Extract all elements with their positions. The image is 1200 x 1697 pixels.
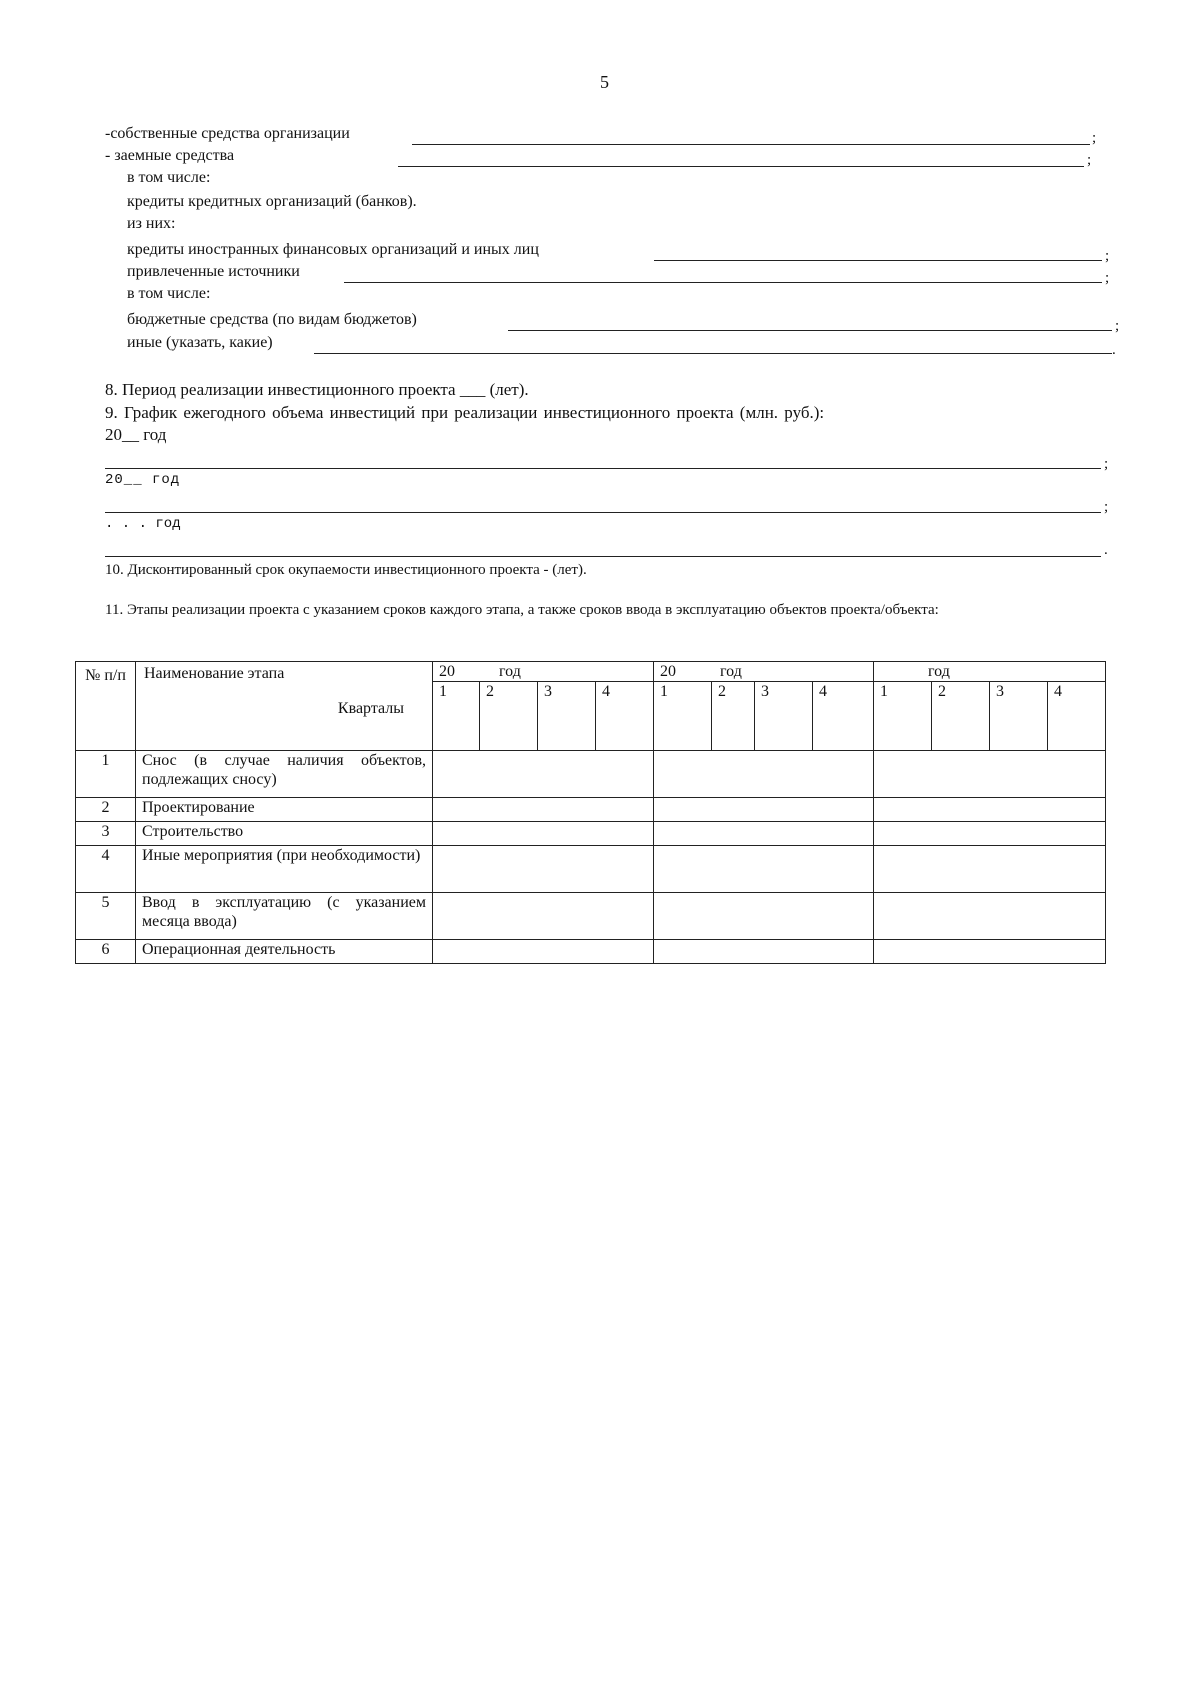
funding-of-them-label: из них: xyxy=(127,215,176,232)
item-8-project-period: 8. Период реализации инвестиционного проекта ___ (лет). xyxy=(105,380,529,399)
y1-quarter-3: 3 xyxy=(538,682,596,751)
col-stage-title: Наименование этапа xyxy=(144,665,285,682)
funding-budget-label: бюджетные средства (по видам бюджетов) xyxy=(127,311,417,328)
y2-quarter-4: 4 xyxy=(813,682,874,751)
row-1-year-3-cell[interactable] xyxy=(874,751,1106,798)
row-5-year-3-cell[interactable] xyxy=(874,893,1106,940)
year-line-3-label: . . . год xyxy=(105,516,181,532)
funding-own-funds-end: ; xyxy=(1092,130,1097,146)
funding-borrowed-field[interactable] xyxy=(398,166,1084,167)
year-line-2-field[interactable] xyxy=(105,512,1101,513)
year-2-header xyxy=(654,662,874,682)
row-4-year-2-cell[interactable] xyxy=(654,846,874,893)
item-11-stages-intro: 11. Этапы реализации проекта с указанием сроков каждого этапа, а также сроков ввода в эксплуатацию объектов проекта/объекта: xyxy=(105,602,939,618)
y1-quarter-1: 1 xyxy=(433,682,480,751)
table-row xyxy=(76,940,1106,964)
y3-quarter-4: 4 xyxy=(1048,682,1106,751)
y3-quarter-3: 3 xyxy=(990,682,1048,751)
funding-other-end: . xyxy=(1112,342,1116,358)
row-4-year-1-cell[interactable] xyxy=(433,846,654,893)
funding-foreign-credits-label: кредиты иностранных финансовых организаций и иных лиц xyxy=(127,241,539,258)
row-3-number: 3 xyxy=(76,822,136,846)
row-4-year-3-cell[interactable] xyxy=(874,846,1106,893)
year-1-header xyxy=(433,662,654,682)
row-2-year-3-cell[interactable] xyxy=(874,798,1106,822)
row-5-stage-name: Ввод в эксплуатацию (с указанием месяца ввода) xyxy=(136,893,433,940)
year-line-1-label: 20__ год xyxy=(105,425,167,444)
year-line-2-label: 20__ год xyxy=(105,472,181,488)
row-1-year-2-cell[interactable] xyxy=(654,751,874,798)
row-2-stage-name: Проектирование xyxy=(136,798,433,822)
funding-own-funds-label: -собственные средства организации xyxy=(105,125,350,142)
y2-quarter-2: 2 xyxy=(712,682,755,751)
item-9-investment-schedule: 9. График ежегодного объема инвестиций при реализации инвестиционного проекта (млн. руб.): xyxy=(105,403,825,422)
row-6-year-1-cell[interactable] xyxy=(433,940,654,964)
row-6-year-3-cell[interactable] xyxy=(874,940,1106,964)
year-line-2-end: ; xyxy=(1104,499,1109,515)
funding-attracted-end: ; xyxy=(1105,270,1110,286)
year-3-header xyxy=(874,662,1106,682)
row-1-number: 1 xyxy=(76,751,136,798)
table-row xyxy=(76,798,1106,822)
y2-quarter-3: 3 xyxy=(755,682,813,751)
funding-budget-field[interactable] xyxy=(508,330,1112,331)
row-4-stage-name: Иные мероприятия (при необходимости) xyxy=(136,846,433,893)
row-3-year-3-cell[interactable] xyxy=(874,822,1106,846)
row-5-year-2-cell[interactable] xyxy=(654,893,874,940)
year-line-1-end: ; xyxy=(1104,456,1109,472)
table-header-row xyxy=(76,662,1106,682)
funding-foreign-credits-end: ; xyxy=(1105,248,1110,264)
table-row xyxy=(76,822,1106,846)
funding-including-label: в том числе: xyxy=(127,169,211,186)
year-line-3-field[interactable] xyxy=(105,556,1101,557)
year-2-word: год xyxy=(720,663,742,680)
year-3-word: год xyxy=(928,663,950,680)
table-row xyxy=(76,846,1106,893)
funding-bank-credits-label: кредиты кредитных организаций (банков). xyxy=(127,193,417,210)
row-6-number: 6 xyxy=(76,940,136,964)
row-4-number: 4 xyxy=(76,846,136,893)
year-line-1-field[interactable] xyxy=(105,468,1101,469)
y3-quarter-1: 1 xyxy=(874,682,932,751)
row-2-number: 2 xyxy=(76,798,136,822)
col-number-header: № п/п xyxy=(76,662,136,751)
year-1-word: год xyxy=(499,663,521,680)
funding-foreign-credits-field[interactable] xyxy=(654,260,1102,261)
row-3-year-1-cell[interactable] xyxy=(433,822,654,846)
y2-quarter-1: 1 xyxy=(654,682,712,751)
table-row xyxy=(76,893,1106,940)
item-10-payback-period: 10. Дисконтированный срок окупаемости инвестиционного проекта - (лет). xyxy=(105,562,587,578)
col-quarters-label: Кварталы xyxy=(337,700,404,717)
y3-quarter-2: 2 xyxy=(932,682,990,751)
funding-borrowed-label: - заемные средства xyxy=(105,147,235,164)
year-line-3-end: . xyxy=(1104,542,1108,558)
funding-other-field[interactable] xyxy=(314,353,1112,354)
y1-quarter-2: 2 xyxy=(480,682,538,751)
year-2-prefix: 20 xyxy=(660,663,676,680)
funding-own-funds-field[interactable] xyxy=(412,144,1090,145)
row-5-number: 5 xyxy=(76,893,136,940)
row-3-year-2-cell[interactable] xyxy=(654,822,874,846)
year-1-prefix: 20 xyxy=(439,663,455,680)
row-1-stage-name: Снос (в случае наличия объектов, подлежащих сносу) xyxy=(136,751,433,798)
row-3-stage-name: Строительство xyxy=(136,822,433,846)
row-2-year-1-cell[interactable] xyxy=(433,798,654,822)
y1-quarter-4: 4 xyxy=(596,682,654,751)
table-row xyxy=(76,751,1106,798)
page-number: 5 xyxy=(600,72,609,92)
row-6-year-2-cell[interactable] xyxy=(654,940,874,964)
row-2-year-2-cell[interactable] xyxy=(654,798,874,822)
row-5-year-1-cell[interactable] xyxy=(433,893,654,940)
funding-including-2-label: в том числе: xyxy=(127,285,211,302)
col-stage-header xyxy=(136,662,433,751)
stages-table xyxy=(75,661,1106,964)
funding-budget-end: ; xyxy=(1115,318,1120,334)
funding-attracted-field[interactable] xyxy=(344,282,1102,283)
funding-other-label: иные (указать, какие) xyxy=(127,334,273,351)
funding-borrowed-end: ; xyxy=(1087,152,1092,168)
funding-attracted-label: привлеченные источники xyxy=(127,263,300,280)
row-6-stage-name: Операционная деятельность xyxy=(136,940,433,964)
row-1-year-1-cell[interactable] xyxy=(433,751,654,798)
